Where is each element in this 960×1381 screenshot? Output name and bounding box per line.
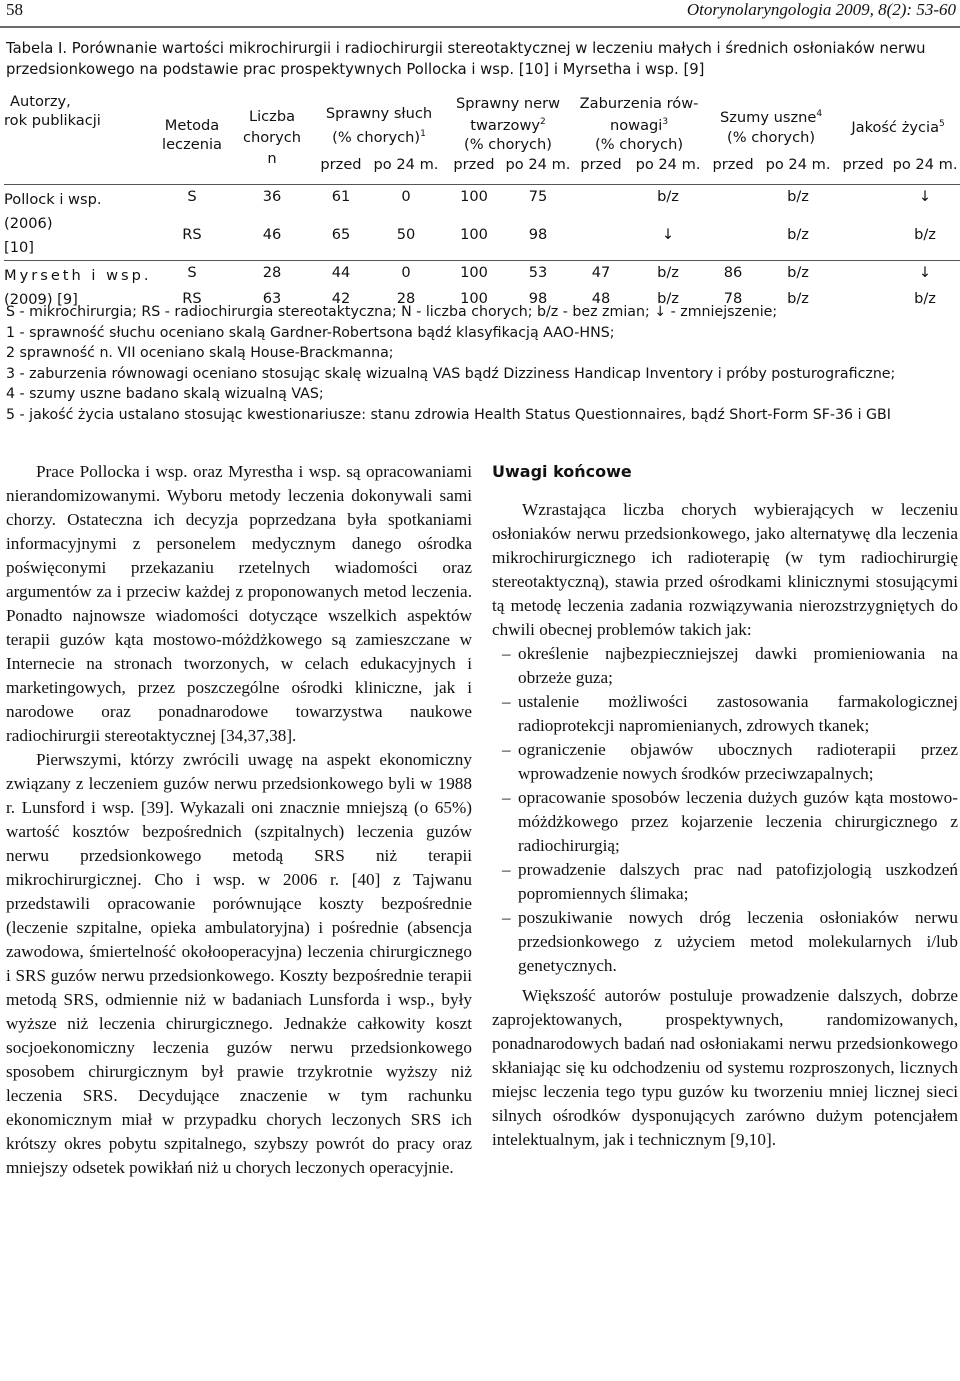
cell-qol-before <box>836 261 890 287</box>
cell-hearing-after: 28 <box>396 290 416 307</box>
cell-balance-after: ↓ <box>661 225 675 243</box>
cell-qol-after: ↓ <box>918 188 932 205</box>
header-tinnitus: Szumy uszne$^4$ (% chorych) <box>719 108 823 146</box>
sub-before: przed <box>453 156 495 173</box>
cell-tinnitus-after: b/z <box>787 225 809 243</box>
footnote-3: 3 - zaburzenia równowagi oceniano stosując skalę wizualną VAS bądź Dizziness Handicap Inventory i próby posturograficzne; <box>6 365 896 382</box>
right-column <box>492 460 958 1152</box>
header-authors: Autorzy, rok publikacji <box>4 93 101 129</box>
sub-before: przed <box>842 156 884 173</box>
cell-method: RS <box>182 225 202 243</box>
cell-tinnitus-after: b/z <box>787 264 809 281</box>
cell-facial-after: 75 <box>528 188 548 205</box>
cell-qol-before <box>836 223 890 261</box>
dash-bullet: – <box>502 692 511 711</box>
bullet-list <box>492 642 958 978</box>
sub-after: po 24 m. <box>505 156 571 173</box>
paragraph: Wzrastająca liczba chorych wybierających w leczeniu osłoniaków nerwu przedsionkowego, jako alternatywę dla leczenia mikrochirurgicznego ich radioterapię (w tym radiochirurgię stereotaktyczną), stawia przed ośrodkami klinicznymi stosującymi tą metodę leczenia zadania rozwiązywania nierozstrzygniętych do chwili obecnej problemów takich jak: <box>492 500 958 639</box>
cell-qol-after: b/z <box>914 225 936 243</box>
header-patient-count: Liczba chorych n <box>242 108 302 167</box>
page-number: 58 <box>6 0 23 19</box>
cell-n: 46 <box>262 225 282 243</box>
cell-balance-before <box>572 223 630 261</box>
header-rule <box>0 26 960 28</box>
cell-hearing-after: 0 <box>401 188 411 205</box>
cell-balance-after: b/z <box>657 188 679 205</box>
header-hearing: Sprawny słuch (% chorych)$^1$ <box>325 105 433 146</box>
cell-balance-after: b/z <box>657 290 679 307</box>
cell-hearing-before: 42 <box>331 290 351 307</box>
cell-facial-after: 98 <box>528 225 548 243</box>
cell-hearing-after: 0 <box>401 264 411 281</box>
cell-facial-before: 100 <box>460 290 488 307</box>
sub-after: po 24 m. <box>373 156 439 173</box>
footnote-5: 5 - jakość życia ustalano stosując kwestionariusze: stanu zdrowia Health Status Questionnaires, bądź Short-Form SF-36 i GBI <box>6 406 891 423</box>
page-header <box>0 0 960 24</box>
sub-before: przed <box>580 156 622 173</box>
table-row <box>4 261 960 287</box>
cell-qol-after: b/z <box>914 290 936 307</box>
list-item: – poszukiwanie nowych dróg leczenia osłoniaków nerwu przedsionkowego z użyciem metod molekularnych i/lub genetycznych. <box>502 908 958 975</box>
comparison-table <box>4 90 960 313</box>
footnote-2: 2 sprawność n. VII oceniano skalą House-Brackmanna; <box>6 345 394 361</box>
cell-n: 28 <box>262 264 282 281</box>
cell-method: S <box>187 264 197 281</box>
left-column <box>6 460 472 1180</box>
cell-tinnitus-before <box>706 185 760 223</box>
list-item: – określenie najbezpieczniejszej dawki promieniowania na obrzeże guza; <box>502 644 958 687</box>
cell-facial-before: 100 <box>460 188 488 205</box>
sub-after: po 24 m. <box>892 156 958 173</box>
cell-tinnitus-before <box>706 223 760 261</box>
dash-bullet: – <box>502 908 511 927</box>
cell-hearing-before: 65 <box>331 225 351 243</box>
table-caption: Tabela I. Porównanie wartości mikrochirurgii i radiochirurgii stereotaktycznej w leczeniu małych i średnich osłoniaków nerwu przedsionkowego na podstawie prac prospektywnych Pollocka i wsp. [10] i Myrsetha i wsp. [9] <box>6 40 926 78</box>
list-item: – opracowanie sposobów leczenia dużych guzów kąta mostowo-móżdżkowego przez kojarzenie leczenia chirurgicznego z radiochirurgią; <box>502 788 958 855</box>
dash-bullet: – <box>502 740 511 759</box>
table-row <box>4 185 960 223</box>
dash-bullet: – <box>502 644 511 663</box>
cell-hearing-after: 50 <box>396 225 416 243</box>
author-cell-pollock: Pollock i wsp. (2006) [10] <box>4 191 102 256</box>
cell-balance-before <box>572 185 630 223</box>
cell-facial-before: 100 <box>460 264 488 281</box>
cell-tinnitus-before: 86 <box>723 264 743 281</box>
cell-balance-before: 48 <box>591 290 611 307</box>
header-method: Metoda leczenia <box>162 117 222 153</box>
cell-qol-after: ↓ <box>918 264 932 281</box>
cell-hearing-before: 61 <box>331 188 351 205</box>
cell-tinnitus-after: b/z <box>787 290 809 307</box>
footnote-1: 1 - sprawność słuchu oceniano skalą Gardner-Robertsona bądź klasyfikacją AAO-HNS; <box>6 324 615 341</box>
header-balance: Zaburzenia rów- nowagi$^3$ (% chorych) <box>579 95 699 153</box>
cell-n: 36 <box>262 188 282 205</box>
dash-bullet: – <box>502 860 511 879</box>
paragraph: Prace Pollocka i wsp. oraz Myrestha i wsp. są opracowaniami nierandomizowanymi. Wyboru metody leczenia dokonywali sami chorzy. Ostateczna ich decyzja poprzedzana była spotkaniami informacyjnymi z personelem medycznym danego ośrodka poświęconymi przekazaniu rzetelnych wiadomości oraz argumentów za i przeciw każdej z proponowanych metod leczenia. Ponadto najnowsze wiadomości dotyczące wszelkich aspektów terapii guzów kąta mostowo-móżdżkowego są zamieszczane w Internecie na stronach tworzonych, w celach edukacyjnych i marketingowych, przez poszczególne ośrodki kliniczne, jak i narodowe oraz ponadnarodowe towarzystwa naukowe radiochirurgii stereotaktycznej [34,37,38]. <box>6 462 472 745</box>
dash-bullet: – <box>502 788 511 807</box>
sub-before: przed <box>712 156 754 173</box>
cell-facial-after: 98 <box>528 290 548 307</box>
cell-balance-before: 47 <box>591 264 611 281</box>
list-item: – ograniczenie objawów ubocznych radioterapii przez wprowadzenie nowych środków przeciwzapalnych; <box>502 740 958 783</box>
cell-facial-after: 53 <box>528 264 548 281</box>
footnote-legend: S - mikrochirurgia; RS - radiochirurgia stereotaktyczna; N - liczba chorych; b/z - bez zmian; ↓ - zmniejszenie; <box>6 304 778 320</box>
cell-method: S <box>187 188 197 205</box>
cell-tinnitus-after: b/z <box>787 188 809 205</box>
cell-method: RS <box>182 290 202 307</box>
author-cell-myrseth: Myrseth i wsp. (2009) [9] <box>4 267 152 308</box>
list-item: – ustalenie możliwości zastosowania farmakologicznej radioprotekcji napromienianych, zdrowych tkanek; <box>502 692 958 735</box>
cell-facial-before: 100 <box>460 225 488 243</box>
cell-qol-before <box>836 185 890 223</box>
table-footnotes <box>6 302 956 425</box>
cell-hearing-before: 44 <box>331 264 351 281</box>
journal-citation: Otorynolaryngologia 2009, 8(2): 53-60 <box>686 0 956 19</box>
header-facial-nerve: Sprawny nerw twarzowy$^2$ (% chorych) <box>455 95 561 153</box>
paragraph: Pierwszymi, którzy zwrócili uwagę na aspekt ekonomiczny związany z leczeniem guzów nerwu przedsionkowego byli w 1988 r. Lunsford i wsp. [39]. Wykazali oni znacznie mniejszą (o 65%) wartość kosztów bezpośrednich (szpitalnych) leczenia guzów nerwu przedsionkowego metodą SRS niż terapii mikrochirurgicznej. Cho i wsp. w 2006 r. [40] z Tajwanu przedstawili opracowanie porównujące koszty bezpośrednie (leczenie szpitalne, opieka ambulatoryjna) i pośrednie (absencja zawodowa, śmiertelność okołooperacyjna) leczenia chirurgicznego i SRS guzów nerwu przedsionkowego. Koszty bezpośrednie terapii metodą SRS, odmiennie niż w badaniach Lunsforda i wsp., były wyższe niż leczenia chirurgicznego. Jednakże całkowity koszt socjoekonomiczny leczenia guzów nerwu przedsionkowego sposobem chirurgicznym był prawie trzykrotnie wyższy niż leczenia SRS. Decydujące znaczenie w tym rachunku ekonomicznym miał w przypadku chorych leczonych SRS ich krótszy okres pobytu szpitalnego, szybszy powrót do pracy oraz mniejszy odsetek powikłań niż u chorych leczonych operacyjnie. <box>6 750 472 1177</box>
cell-n: 63 <box>262 290 282 307</box>
sub-before: przed <box>320 156 362 173</box>
paragraph: Większość autorów postuluje prowadzenie dalszych, dobrze zaprojektowanych, prospektywnych, randomizowanych, ponadnarodowych badań nad osłoniakami nerwu przedsionkowego skłaniając się ku odchodzeniu od systemu rozproszonych, licznych miejsc leczenia tego typu guzów ku tworzeniu mniej licznej sieci silnych ośrodków dysponujących zarówno dużym potencjałem intelektualnym, jak i technicznym [9,10]. <box>492 986 958 1149</box>
section-heading: Uwagi końcowe <box>492 462 632 481</box>
list-item: – prowadzenie dalszych prac nad patofizjologią uszkodzeń popromiennych ślimaka; <box>502 860 958 903</box>
sub-after: po 24 m. <box>765 156 831 173</box>
cell-tinnitus-before: 78 <box>723 290 743 307</box>
cell-balance-after: b/z <box>657 264 679 281</box>
header-quality-of-life: Jakość życia$^5$ <box>851 118 945 136</box>
table-header-row <box>4 90 960 156</box>
footnote-4: 4 - szumy uszne badano skalą wizualną VAS; <box>6 386 324 402</box>
sub-after: po 24 m. <box>635 156 701 173</box>
